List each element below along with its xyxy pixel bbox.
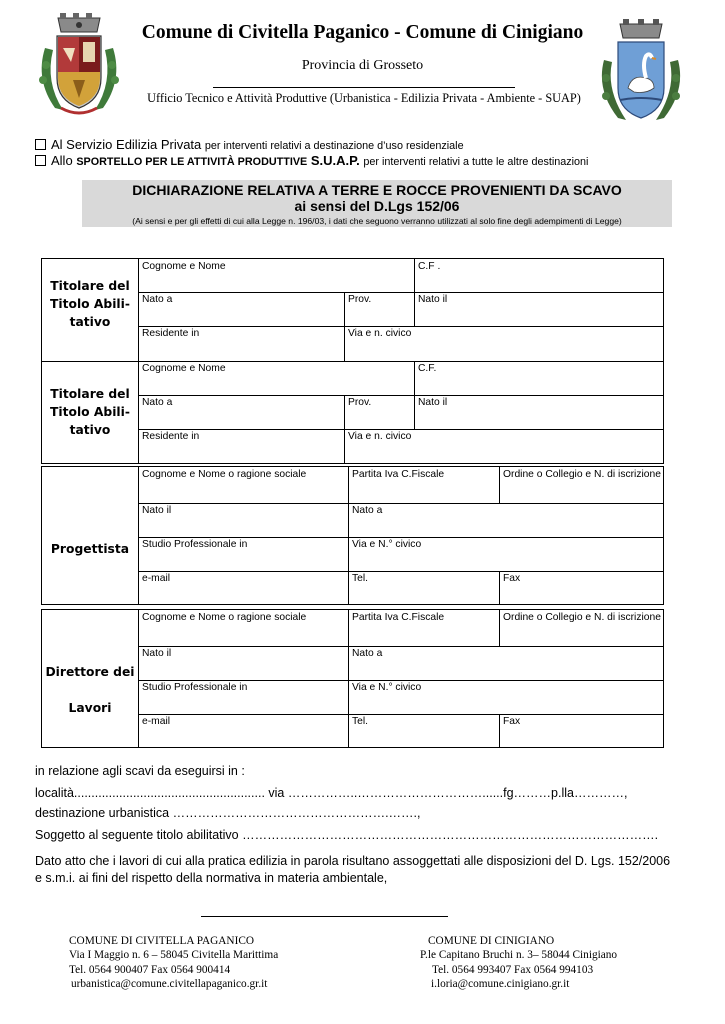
signature-line[interactable] — [201, 916, 448, 917]
recipient-2-suap: S.U.A.P. — [310, 153, 360, 168]
holder-2-name-field[interactable]: Cognome e Nome — [142, 363, 226, 374]
declaration-title: DICHIARAZIONE RELATIVA A TERRE E ROCCE PROVENIENTI DA SCAVO — [132, 182, 622, 198]
holder-1-name-field[interactable]: Cognome e Nome — [142, 261, 226, 272]
holder-2-cf-field[interactable]: C.F. — [418, 363, 437, 374]
recipient-building-service — [35, 137, 464, 152]
works-director-label-line1: Direttore dei — [45, 665, 135, 679]
director-name-field[interactable]: Cognome e Nome o ragione sociale — [142, 612, 307, 623]
recipient-1-note: per interventi relativi a destinazione d’uso residenziale — [204, 140, 464, 152]
municipalities-title: Comune di Civitella Paganico - Comune di Cinigiano — [141, 22, 584, 43]
designer-phone-field[interactable]: Tel. — [352, 573, 369, 584]
holder-2-street-field[interactable]: Via e n. civico — [348, 431, 412, 442]
privacy-note: (Ai sensi e per gli effetti di cui alla Legge n. 196/03, i dati che seguono verranno utilizzati al solo fine degli adempimenti di Legge) — [132, 216, 622, 226]
declaration-banner — [82, 180, 672, 227]
director-street-field[interactable]: Via e N.° civico — [352, 682, 422, 693]
holder-1-province-field[interactable]: Prov. — [348, 294, 372, 305]
recipient-1-main: Al Servizio Edilizia Privata — [51, 137, 202, 152]
recipient-2-main: Allo — [51, 153, 73, 168]
suap-checkbox[interactable] — [35, 155, 46, 166]
works-director-label-line2: Lavori — [68, 701, 112, 715]
director-vat-field[interactable]: Partita Iva C.Fiscale — [352, 612, 445, 623]
civitella-paganico-coat-of-arms — [33, 10, 125, 122]
director-phone-field[interactable]: Tel. — [352, 716, 369, 727]
designer-fax-field[interactable]: Fax — [503, 573, 521, 584]
cinigiano-coat-of-arms — [598, 18, 684, 126]
footer-civitella — [69, 934, 399, 991]
designer-table — [41, 466, 664, 605]
excavation-intro: in relazione agli scavi da eseguirsi in : — [35, 764, 245, 778]
holder-1-cf-field[interactable]: C.F . — [418, 261, 441, 272]
designer-label: Progettista — [50, 542, 130, 556]
footer-cinigiano-phone: Tel. 0564 993407 Fax 0564 994103 — [432, 963, 594, 976]
enabling-title-line[interactable]: Soggetto al seguente titolo abilitativo ………………………………………………………………………………………. — [35, 828, 659, 842]
footer-cinigiano — [420, 934, 693, 991]
holder-2-label: Titolare del Titolo Abili- tativo — [50, 387, 130, 437]
designer-registration-field[interactable]: Ordine o Collegio e N. di iscrizione — [503, 469, 661, 480]
holder-2-residence-field[interactable]: Residente in — [142, 431, 200, 442]
footer-civitella-name: COMUNE DI CIVITELLA PAGANICO — [69, 935, 255, 947]
holder-2-birthdate-field[interactable]: Nato il — [418, 397, 448, 408]
designer-vat-field[interactable]: Partita Iva C.Fiscale — [352, 469, 445, 480]
holder-1-street-field[interactable]: Via e n. civico — [348, 328, 412, 339]
holders-table — [41, 258, 664, 464]
province-name: Provincia di Grosseto — [301, 58, 424, 73]
director-registration-field[interactable]: Ordine o Collegio e N. di iscrizione — [503, 612, 661, 623]
designer-birthdate-field[interactable]: Nato il — [142, 505, 172, 516]
footer-cinigiano-address: P.le Capitano Bruchi n. 3– 58044 Cinigiano — [420, 949, 618, 962]
director-email-field[interactable]: e-mail — [142, 716, 171, 727]
locality-line[interactable]: località....................................................... via ……………..…………………………......fg………p.lla…………, — [35, 786, 628, 800]
director-birthdate-field[interactable]: Nato il — [142, 648, 172, 659]
office-name: Ufficio Tecnico e Attività Produttive (Urbanistica - Edilizia Privata - Ambiente - SUAP) — [147, 91, 581, 105]
building-service-checkbox[interactable] — [35, 139, 46, 150]
designer-street-field[interactable]: Via e N.° civico — [352, 539, 422, 550]
footer-civitella-phone: Tel. 0564 900407 Fax 0564 900414 — [69, 963, 231, 976]
footer-civitella-address: Via I Maggio n. 6 – 58045 Civitella Marittima — [69, 949, 279, 962]
director-birthplace-field[interactable]: Nato a — [352, 648, 383, 659]
holder-2-birthplace-field[interactable]: Nato a — [142, 397, 173, 408]
director-fax-field[interactable]: Fax — [503, 716, 521, 727]
holder-1-residence-field[interactable]: Residente in — [142, 328, 200, 339]
director-studio-field[interactable]: Studio Professionale in — [142, 682, 248, 693]
footer-civitella-email[interactable]: urbanistica@comune.civitellapaganico.gr.it — [71, 977, 268, 990]
compliance-statement: Dato atto che i lavori di cui alla pratica edilizia in parola risultano assoggettati alle disposizioni del D. Lgs. 152/2006 e s.m.i. ai fini del rispetto della normativa in materia ambientale, — [35, 854, 671, 885]
designer-email-field[interactable]: e-mail — [142, 573, 171, 584]
urban-destination-line[interactable]: destinazione urbanistica …………………………………………….……., — [35, 806, 421, 820]
holder-1-birthplace-field[interactable]: Nato a — [142, 294, 173, 305]
recipient-2-note: per interventi relativi a tutte le altre destinazioni — [363, 156, 589, 168]
designer-name-field[interactable]: Cognome e Nome o ragione sociale — [142, 469, 307, 480]
holder-1-birthdate-field[interactable]: Nato il — [418, 294, 448, 305]
recipient-2-caps: SPORTELLO PER LE ATTIVITÀ PRODUTTIVE — [76, 156, 308, 168]
declaration-subtitle: ai sensi del D.Lgs 152/06 — [294, 198, 460, 214]
holder-1-label: Titolare del Titolo Abili- tativo — [50, 279, 130, 329]
footer-cinigiano-name: COMUNE DI CINIGIANO — [428, 935, 555, 947]
designer-birthplace-field[interactable]: Nato a — [352, 505, 383, 516]
recipient-suap — [35, 153, 588, 168]
designer-studio-field[interactable]: Studio Professionale in — [142, 539, 248, 550]
holder-2-province-field[interactable]: Prov. — [348, 397, 372, 408]
footer-cinigiano-email[interactable]: i.loria@comune.cinigiano.gr.it — [431, 977, 570, 990]
works-director-table — [41, 609, 664, 748]
header-divider — [213, 87, 515, 88]
